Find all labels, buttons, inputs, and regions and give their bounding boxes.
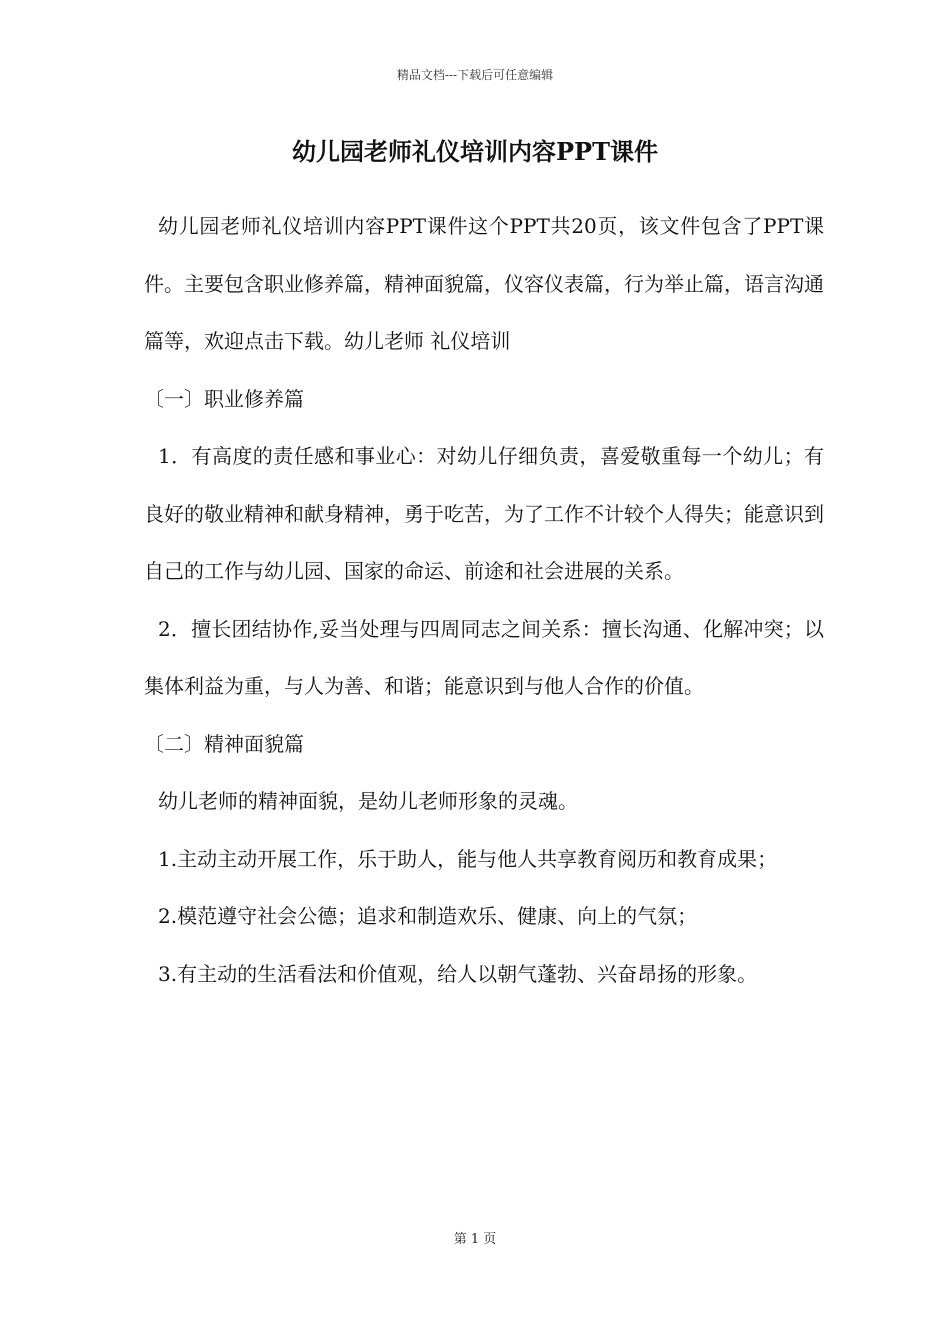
document-title: 幼儿园老师礼仪培训内容PPT课件 [292, 137, 658, 166]
spirit-intro-paragraph: 幼儿老师的精神面貌，是幼儿老师形象的灵魂。 [158, 789, 578, 813]
section-heading-spirit: 〔二〕精神面貌篇 [144, 731, 304, 756]
document-body [144, 198, 824, 1003]
list-item-teamwork: 2．擅长团结协作,妥当处理与四周同志之间关系：擅长沟通、化解冲突；以集体利益为重，与人为善、和谐；能意识到与他人合作的价值。 [144, 616, 824, 698]
list-item-morality: 2.模范遵守社会公德；追求和制造欢乐、健康、向上的气氛； [158, 904, 698, 928]
list-item-initiative: 1.主动主动开展工作，乐于助人，能与他人共享教育阅历和教育成果； [158, 846, 778, 871]
intro-paragraph: 幼儿园老师礼仪培训内容PPT课件这个PPT共20页，该文件包含了PPT课件。主要包含职业修养篇，精神面貌篇，仪容仪表篇，行为举止篇，语言沟通篇等，欢迎点击下载。幼儿老师 礼仪培训 [144, 214, 824, 353]
section-heading-professional: 〔一〕职业修养篇 [144, 386, 304, 411]
list-item-responsibility: 1．有高度的责任感和事业心：对幼儿仔细负责，喜爱敬重每一个幼儿；有良好的敬业精神和献身精神，勇于吃苦，为了工作不计较个人得失；能意识到自己的工作与幼儿园、国家的命运、前途和社会进展的关系。 [144, 444, 824, 583]
page-header: 精品文档---下载后可任意编辑 [396, 68, 554, 82]
page-number: 第 1 页 [453, 1232, 497, 1247]
list-item-attitude: 3.有主动的生活看法和价值观，给人以朝气蓬勃、兴奋昂扬的形象。 [158, 961, 758, 986]
